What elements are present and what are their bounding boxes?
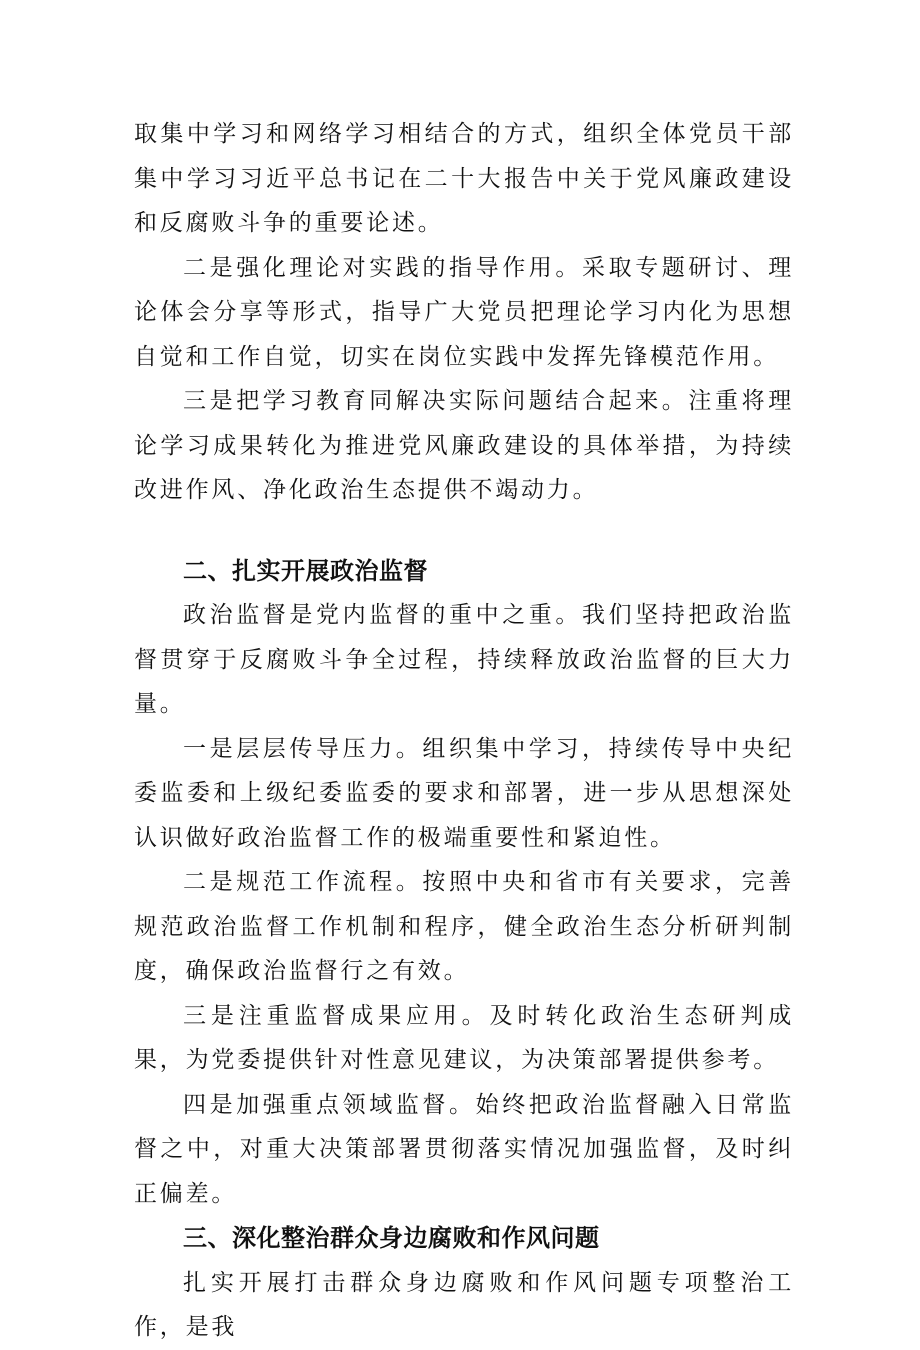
- paragraph-supervision-one: 一是层层传导压力。组织集中学习，持续传导中央纪委监委和上级纪委监委的要求和部署，进一步从思想深处认识做好政治监督工作的极端重要性和紧迫性。: [134, 735, 794, 851]
- paragraph-point-three: 三是把学习教育同解决实际问题结合起来。注重将理论学习成果转化为推进党风廉政建设的具体举措，为持续改进作风、净化政治生态提供不竭动力。: [134, 388, 794, 503]
- paragraph-supervision-four: 四是加强重点领域监督。始终把政治监督融入日常监督之中，对重大决策部署贯彻落实情况加强监督，及时纠正偏差。: [134, 1091, 794, 1207]
- paragraph-rectification-intro: 扎实开展打击群众身边腐败和作风问题专项整治工作，是我: [134, 1269, 794, 1340]
- section-heading-corruption-rectification: 三、深化整治群众身边腐败和作风问题: [183, 1224, 600, 1252]
- paragraph-supervision-intro: 政治监督是党内监督的重中之重。我们坚持把政治监督贯穿于反腐败斗争全过程，持续释放政治监督的巨大力量。: [134, 602, 794, 717]
- paragraph-point-two: 二是强化理论对实践的指导作用。采取专题研讨、理论体会分享等形式，指导广大党员把理论学习内化为思想自觉和工作自觉，切实在岗位实践中发挥先锋模范作用。: [134, 254, 794, 370]
- document-body: [134, 112, 794, 1350]
- paragraph-continuation: 取集中学习和网络学习相结合的方式，组织全体党员干部集中学习习近平总书记在二十大报告中关于党风廉政建设和反腐败斗争的重要论述。: [134, 121, 794, 236]
- paragraph-supervision-three: 三是注重监督成果应用。及时转化政治生态研判成果，为党委提供针对性意见建议，为决策部署提供参考。: [134, 1002, 794, 1073]
- section-heading-political-supervision: 二、扎实开展政治监督: [183, 556, 428, 585]
- paragraph-supervision-two: 二是规范工作流程。按照中央和省市有关要求，完善规范政治监督工作机制和程序，健全政治生态分析研判制度，确保政治监督行之有效。: [134, 869, 794, 984]
